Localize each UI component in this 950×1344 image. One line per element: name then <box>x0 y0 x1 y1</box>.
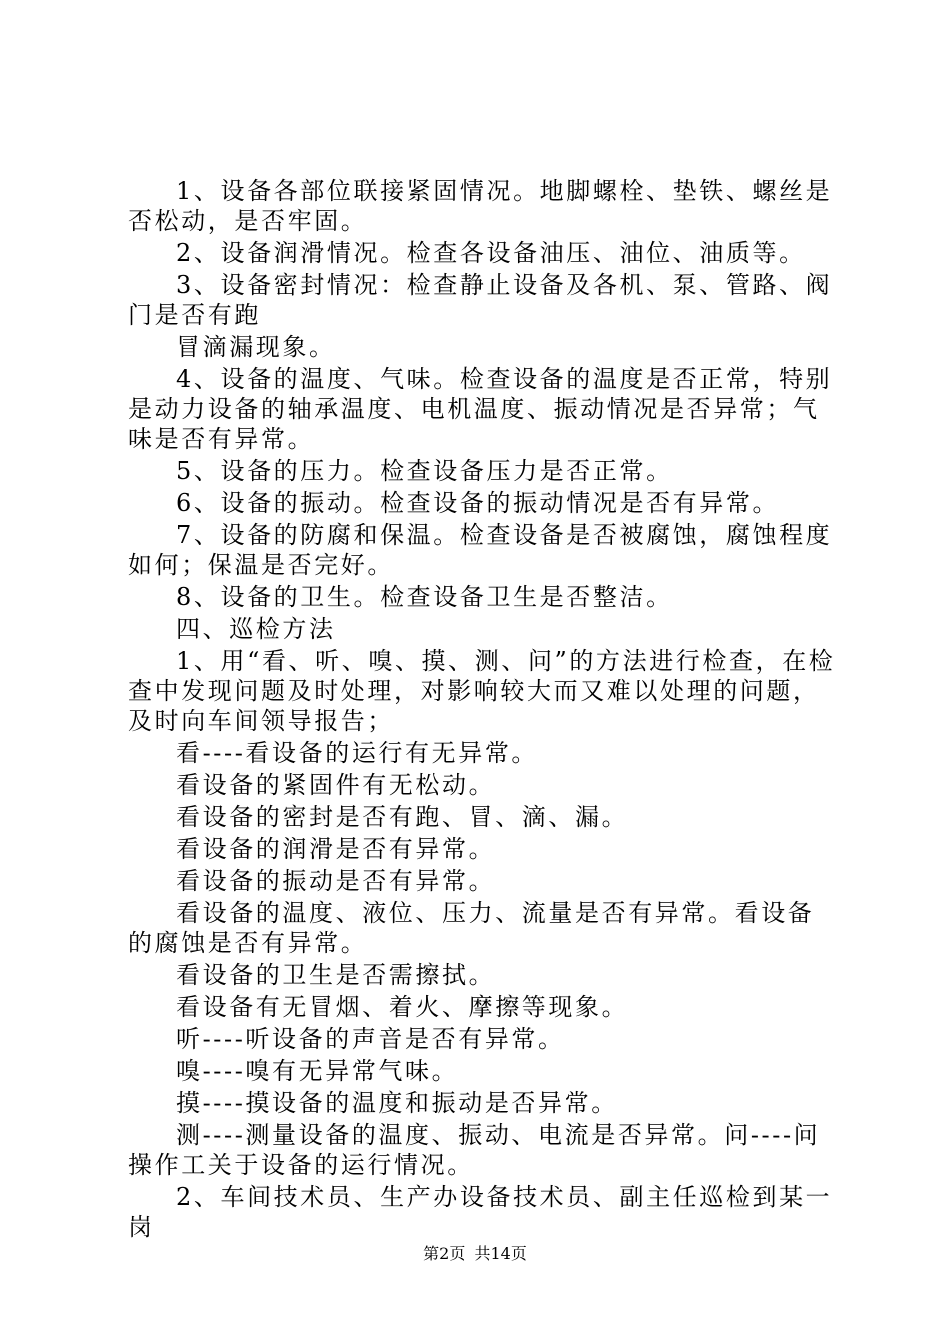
paragraph-8: 7、设备的防腐和保温。检查设备是否被腐蚀，腐蚀程度如何；保温是否完好。 <box>128 521 833 579</box>
paragraph-14: 看设备的密封是否有跑、冒、滴、漏。 <box>176 803 629 831</box>
paragraph-23: 测----测量设备的温度、振动、电流是否异常。问----问操作工关于设备的运行情况。 <box>128 1121 821 1179</box>
paragraph-2: 2、设备润滑情况。检查各设备油压、油位、油质等。 <box>176 239 806 267</box>
paragraph-24: 2、车间技术员、生产办设备技术员、副主任巡检到某一岗 <box>128 1183 833 1241</box>
paragraph-4: 冒滴漏现象。 <box>176 333 336 361</box>
paragraph-17: 看设备的温度、液位、压力、流量是否有异常。看设备的腐蚀是否有异常。 <box>128 899 815 957</box>
paragraph-15: 看设备的润滑是否有异常。 <box>176 835 496 863</box>
page-footer <box>0 1244 950 1264</box>
page-number: 第2页 <box>423 1244 466 1263</box>
paragraph-20: 听----听设备的声音是否有异常。 <box>176 1025 565 1053</box>
paragraph-13: 看设备的紧固件有无松动。 <box>176 771 496 799</box>
paragraph-22: 摸----摸设备的温度和振动是否异常。 <box>176 1089 618 1117</box>
paragraph-1: 1、设备各部位联接紧固情况。地脚螺栓、垫铁、螺丝是否松动，是否牢固。 <box>128 177 833 235</box>
paragraph-3: 3、设备密封情况：检查静止设备及各机、泵、管路、阀门是否有跑 <box>128 271 833 329</box>
paragraph-12: 看----看设备的运行有无异常。 <box>176 739 539 767</box>
paragraph-21: 嗅----嗅有无异常气味。 <box>176 1057 459 1085</box>
paragraph-11: 1、用“看、听、嗅、摸、测、问”的方法进行检查，在检查中发现问题及时处理，对影响较大而又难以处理的问题，及时向车间领导报告； <box>128 647 836 735</box>
paragraph-16: 看设备的振动是否有异常。 <box>176 867 496 895</box>
page-total: 共14页 <box>474 1244 527 1263</box>
paragraph-5: 4、设备的温度、气味。检查设备的温度是否正常，特别是动力设备的轴承温度、电机温度、振动情况是否异常；气味是否有异常。 <box>128 365 833 453</box>
paragraph-9: 8、设备的卫生。检查设备卫生是否整洁。 <box>176 583 673 611</box>
paragraph-7: 6、设备的振动。检查设备的振动情况是否有异常。 <box>176 489 780 517</box>
section-heading: 四、巡检方法 <box>176 615 336 643</box>
document-body <box>128 176 838 1244</box>
paragraph-6: 5、设备的压力。检查设备压力是否正常。 <box>176 457 673 485</box>
paragraph-18: 看设备的卫生是否需擦拭。 <box>176 961 496 989</box>
paragraph-19: 看设备有无冒烟、着火、摩擦等现象。 <box>176 993 629 1021</box>
